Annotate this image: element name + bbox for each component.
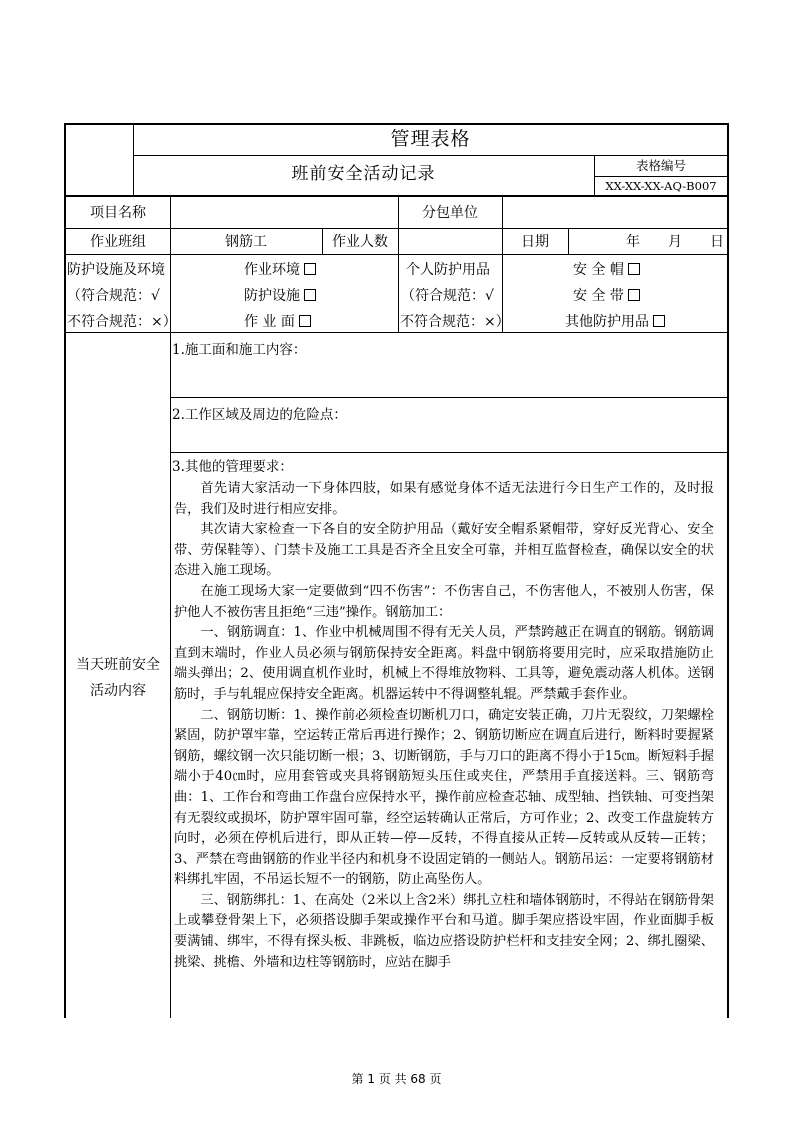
form-number-label: 表格编号 — [635, 158, 686, 173]
requirements-text — [174, 479, 714, 1019]
item-3-heading: 3.其他的管理要求： — [172, 459, 293, 475]
activity-content-label-2: 活动内容 — [90, 683, 146, 699]
protection-facility-label: 防护设施 — [244, 288, 300, 304]
date-value[interactable]: 年 月 日 — [626, 234, 724, 250]
helmet-label: 安 全 帽 — [573, 262, 624, 278]
worker-count-label: 作业人数 — [332, 234, 388, 250]
item-1-field[interactable] — [171, 360, 727, 396]
paragraph: 三、钢筋绑扎：1、在高处（2米以上含2米）绑扎立柱和墙体钢筋时，不得站在钢筋骨架上或攀登骨架上下，必须搭设脚手架或操作平台和马道。脚手架应搭设牢固，作业面脚手板要满铺、绑牢，不得有探头板、非跳板，临边应搭设防护栏杆和支挂安全网；2、绑扎圈梁、挑梁、挑檐、外墙和边柱等钢筋时，应站在脚手 — [174, 892, 714, 970]
other-ppe-label: 其他防护用品 — [565, 314, 649, 330]
team-label: 作业班组 — [90, 234, 146, 250]
paragraph: 二、钢筋切断：1、操作前必须检查切断机刀口，确定安装正确，刀片无裂纹，刀架螺栓紧固，防护罩牢靠，空运转正常后再进行操作；2、钢筋切断应在调直后进行，断料时要握紧钢筋，螺纹钢一次只能切断一根；3、切断钢筋，手与刀口的距离不得小于15㎝。断短料手握端小于40㎝时，应用套管或夹具将钢筋短头压住或夹住，严禁用手直接送料。三、钢筋弯曲：1、工作台和弯曲工作盘台应保持水平，操作前应检查芯轴、成型轴、挡铁轴、可变挡架有无裂纹或损坏，防护罩牢固可靠，经空运转确认正常后，方可作业；2、改变工作盘旋转方向时，必须在停机后进行，即从正转—停—反转，不得直接从正转—反转或从反转—正转；3、严禁在弯曲钢筋的作业半径内和机身不设固定销的一侧站人。钢筋吊运：一定要将钢筋材料绑扎牢固，不吊运长短不一的钢筋，防止高坠伤人。 — [174, 707, 714, 888]
subcontractor-label: 分包单位 — [422, 205, 478, 221]
protection-label-1: 防护设施及环境 — [67, 262, 165, 278]
checkbox-icon[interactable] — [653, 315, 665, 327]
checkbox-other-ppe[interactable] — [565, 314, 665, 330]
project-name-field[interactable] — [171, 197, 398, 228]
checkbox-protection-facility[interactable] — [244, 288, 316, 304]
work-surface-label: 作 业 面 — [244, 314, 295, 330]
checkbox-helmet[interactable] — [573, 262, 640, 278]
work-environment-label: 作业环境 — [244, 262, 300, 278]
ppe-label-1: 个人防护用品 — [406, 262, 490, 278]
item-1-heading: 1.施工面和施工内容： — [172, 342, 307, 358]
project-name-label: 项目名称 — [90, 205, 146, 221]
form-subtitle: 班前安全活动记录 — [291, 164, 436, 184]
date-label: 日期 — [521, 234, 549, 250]
ppe-label-2: （符合规范：√ — [401, 288, 494, 304]
checkbox-icon[interactable] — [299, 315, 311, 327]
item-2-field[interactable] — [171, 425, 727, 451]
item-2-heading: 2.工作区域及周边的危险点： — [172, 407, 347, 423]
team-value[interactable]: 钢筋工 — [225, 234, 267, 250]
form-number-value: XX-XX-XX-AQ-B007 — [605, 179, 717, 193]
paragraph: 其次请大家检查一下各自的安全防护用品（戴好安全帽系紧帽带，穿好反光背心、安全带、劳保鞋等）、门禁卡及施工工具是否齐全且安全可靠，并相互监督检查，确保以安全的状态进入施工现场。 — [174, 522, 714, 579]
paragraph: 首先请大家活动一下身体四肢，如果有感觉身体不适无法进行今日生产工作的，及时报告，我们及时进行相应安排。 — [174, 481, 714, 517]
checkbox-icon[interactable] — [304, 289, 316, 301]
checkbox-work-environment[interactable] — [244, 262, 316, 278]
worker-count-field[interactable] — [399, 229, 502, 254]
paragraph: 在施工现场大家一定要做到“四不伤害”：不伤害自己，不伤害他人，不被别人伤害，保护他人不被伤害且拒绝“三违”操作。钢筋加工： — [174, 583, 714, 620]
checkbox-work-surface[interactable] — [244, 314, 311, 330]
ppe-label-3: 不符合规范：×） — [400, 314, 510, 330]
page-number: 第 1 页 共 68 页 — [351, 1072, 442, 1086]
checkbox-icon[interactable] — [304, 263, 316, 275]
page-title: 管理表格 — [390, 128, 471, 150]
checkbox-icon[interactable] — [628, 289, 640, 301]
activity-content-label-1: 当天班前安全 — [76, 657, 160, 673]
protection-label-3: 不符合规范：×） — [67, 314, 177, 330]
protection-label-2: （符合规范：√ — [67, 288, 160, 304]
paragraph: 一、钢筋调直：1、作业中机械周围不得有无关人员，严禁跨越正在调直的钢筋。钢筋调直到末端时，作业人员必须与钢筋保持安全距离。料盘中钢筋将要用完时，应采取措施防止端头弹出；2、使用调直机作业时，机械上不得堆放物料、工具等，避免震动落人机体。送钢筋时，手与轧辊应保持安全距离。机器运转中不得调整轧辊。严禁戴手套作业。 — [174, 625, 714, 702]
safety-belt-label: 安 全 带 — [573, 288, 624, 304]
checkbox-icon[interactable] — [628, 263, 640, 275]
subcontractor-field[interactable] — [503, 197, 727, 228]
checkbox-safety-belt[interactable] — [573, 288, 640, 304]
